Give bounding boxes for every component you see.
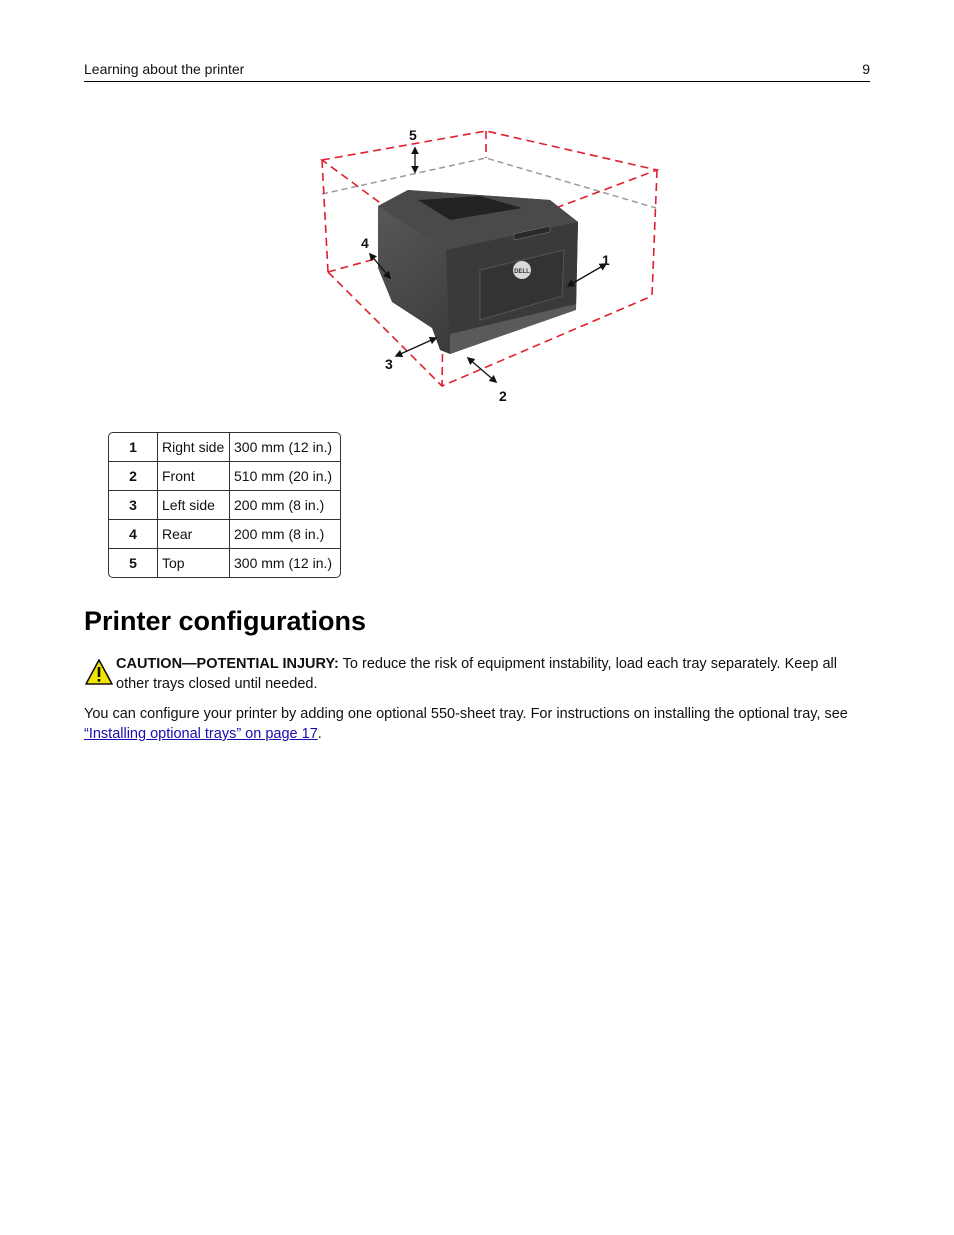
installing-optional-trays-link[interactable]: “Installing optional trays” on page 17 <box>84 726 318 742</box>
table-row <box>109 462 340 491</box>
section-heading: Printer configurations <box>84 606 367 636</box>
clearance-diagram <box>300 118 680 418</box>
callout-5: 5 <box>409 127 417 143</box>
row-number: 4 <box>109 520 158 549</box>
row-distance: 510 mm (20 in.) <box>230 462 340 491</box>
page-number: 9 <box>862 61 870 77</box>
printer-clearance-figure <box>300 118 680 418</box>
clearance-table <box>108 432 341 578</box>
caution-lead: CAUTION—POTENTIAL INJURY: <box>116 656 339 672</box>
row-distance: 200 mm (8 in.) <box>230 491 340 520</box>
printer-illustration <box>378 190 578 354</box>
table-row <box>109 433 340 462</box>
page-header <box>84 61 870 82</box>
caution-text <box>116 654 866 694</box>
callout-2: 2 <box>499 388 507 404</box>
row-number: 5 <box>109 549 158 577</box>
row-side: Left side <box>158 491 230 520</box>
warning-triangle-icon <box>84 658 114 686</box>
row-side: Top <box>158 549 230 577</box>
caution-body: To reduce the risk of equipment instability, load each tray separately. Keep all other trays closed until needed. <box>116 656 837 692</box>
row-distance: 300 mm (12 in.) <box>230 433 340 462</box>
row-distance: 300 mm (12 in.) <box>234 555 333 571</box>
paragraph-end: . <box>317 726 322 742</box>
table-row <box>109 520 340 549</box>
row-number: 3 <box>109 491 158 520</box>
row-side: Right side <box>158 433 230 462</box>
table-row <box>109 549 340 577</box>
row-number: 1 <box>109 433 158 462</box>
row-number: 2 <box>109 462 158 491</box>
table-row <box>109 491 340 520</box>
callout-3: 3 <box>385 356 393 372</box>
callout-1: 1 <box>602 252 610 268</box>
configuration-paragraph <box>84 704 874 744</box>
row-side: Front <box>158 462 230 491</box>
dell-logo: DELL <box>514 269 530 275</box>
paragraph-text: You can configure your printer by adding one optional 550‑sheet tray. For instructions on installing the optional tray, see <box>84 706 848 722</box>
running-header-title: Learning about the printer <box>84 61 245 77</box>
callout-4: 4 <box>361 235 369 251</box>
row-side: Rear <box>158 520 230 549</box>
row-distance: 200 mm (8 in.) <box>230 520 340 549</box>
